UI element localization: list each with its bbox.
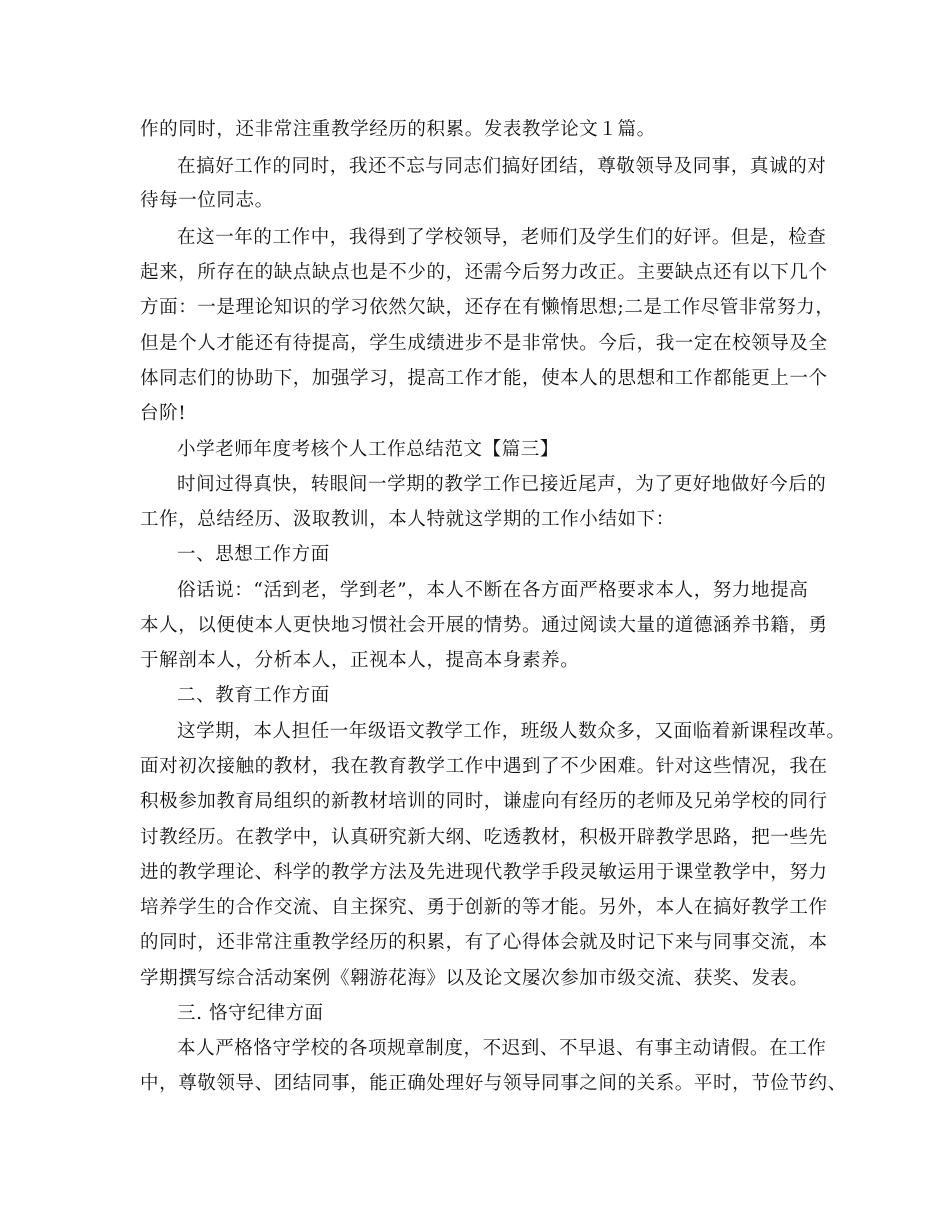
subsection-heading: 一、思想工作方面 <box>177 544 330 565</box>
text-line: 面对初次接触的教材，我在教育教学工作中遇到了不少困难。针对这些情况，我在 <box>140 756 828 777</box>
text-line: 本人严格恪守学校的各项规章制度，不迟到、不早退、有事主动请假。在工作 <box>177 1038 827 1059</box>
text-line: 台阶! <box>140 403 187 424</box>
text-line: 这学期，本人担任一年级语文教学工作，班级人数众多，又面临着新课程改革。 <box>177 721 846 742</box>
text-line: 作的同时，还非常注重教学经历的积累。发表教学论文１篇。 <box>140 119 656 140</box>
text-line: 积极参加教育局组织的新教材培训的同时，谦虚向有经历的老师及兄弟学校的同行 <box>140 791 828 812</box>
text-line: 学期撰写综合活动案例《翱游花海》以及论文屡次参加市级交流、获奖、发表。 <box>140 968 809 989</box>
text-line: 起来，所存在的缺点缺点也是不少的，还需今后努力改正。主要缺点还有以下几个 <box>140 262 828 283</box>
text-line: 体同志们的协助下，加强学习，提高工作才能，使本人的思想和工作都能更上一个 <box>140 368 828 389</box>
text-line: 讨教经历。在教学中，认真研究新大纲、吃透教材，积极开辟教学思路，把一些先 <box>140 827 828 848</box>
text-line: 但是个人才能还有待提高，学生成绩进步不是非常快。今后，我一定在校领导及全 <box>140 333 828 354</box>
text-line: 培养学生的合作交流、自主探究、勇于创新的等才能。另外，本人在搞好教学工作 <box>140 897 828 918</box>
section-heading: 小学老师年度考核个人工作总结范文【篇三】 <box>177 439 560 460</box>
subsection-heading: 三. 恪守纪律方面 <box>177 1003 324 1024</box>
text-line: 时间过得真快，转眼间一学期的教学工作已接近尾声，为了更好地做好今后的 <box>177 474 827 495</box>
text-line: 俗话说：“活到老，学到老”，本人不断在各方面严格要求本人，努力地提高 <box>177 580 809 601</box>
text-line: 在搞好工作的同时，我还不忘与同志们搞好团结，尊敬领导及同事，真诚的对 <box>177 156 827 177</box>
text-line: 待每一位同志。 <box>140 190 274 211</box>
subsection-heading: 二、教育工作方面 <box>177 685 330 706</box>
text-line: 中，尊敬领导、团结同事，能正确处理好与领导同事之间的关系。平时，节俭节约、 <box>140 1073 847 1094</box>
text-line: 方面：一是理论知识的学习依然欠缺，还存在有懒惰思想;二是工作尽管非常努力， <box>140 297 835 318</box>
text-line: 进的教学理论、科学的教学方法及先进现代教学手段灵敏运用于课堂教学中，努力 <box>140 862 828 883</box>
text-line: 在这一年的工作中，我得到了学校领导，老师们及学生们的好评。但是，检查 <box>177 227 827 248</box>
text-line: 本人，以便使本人更快地习惯社会开展的情势。通过阅读大量的道德涵养书籍，勇 <box>140 615 828 636</box>
text-line: 于解剖本人，分析本人，正视本人，提高本身素养。 <box>140 650 580 671</box>
text-line: 工作，总结经历、汲取教训，本人特就这学期的工作小结如下： <box>140 509 675 530</box>
text-line: 的同时，还非常注重教学经历的积累，有了心得体会就及时记下来与同事交流，本 <box>140 932 828 953</box>
